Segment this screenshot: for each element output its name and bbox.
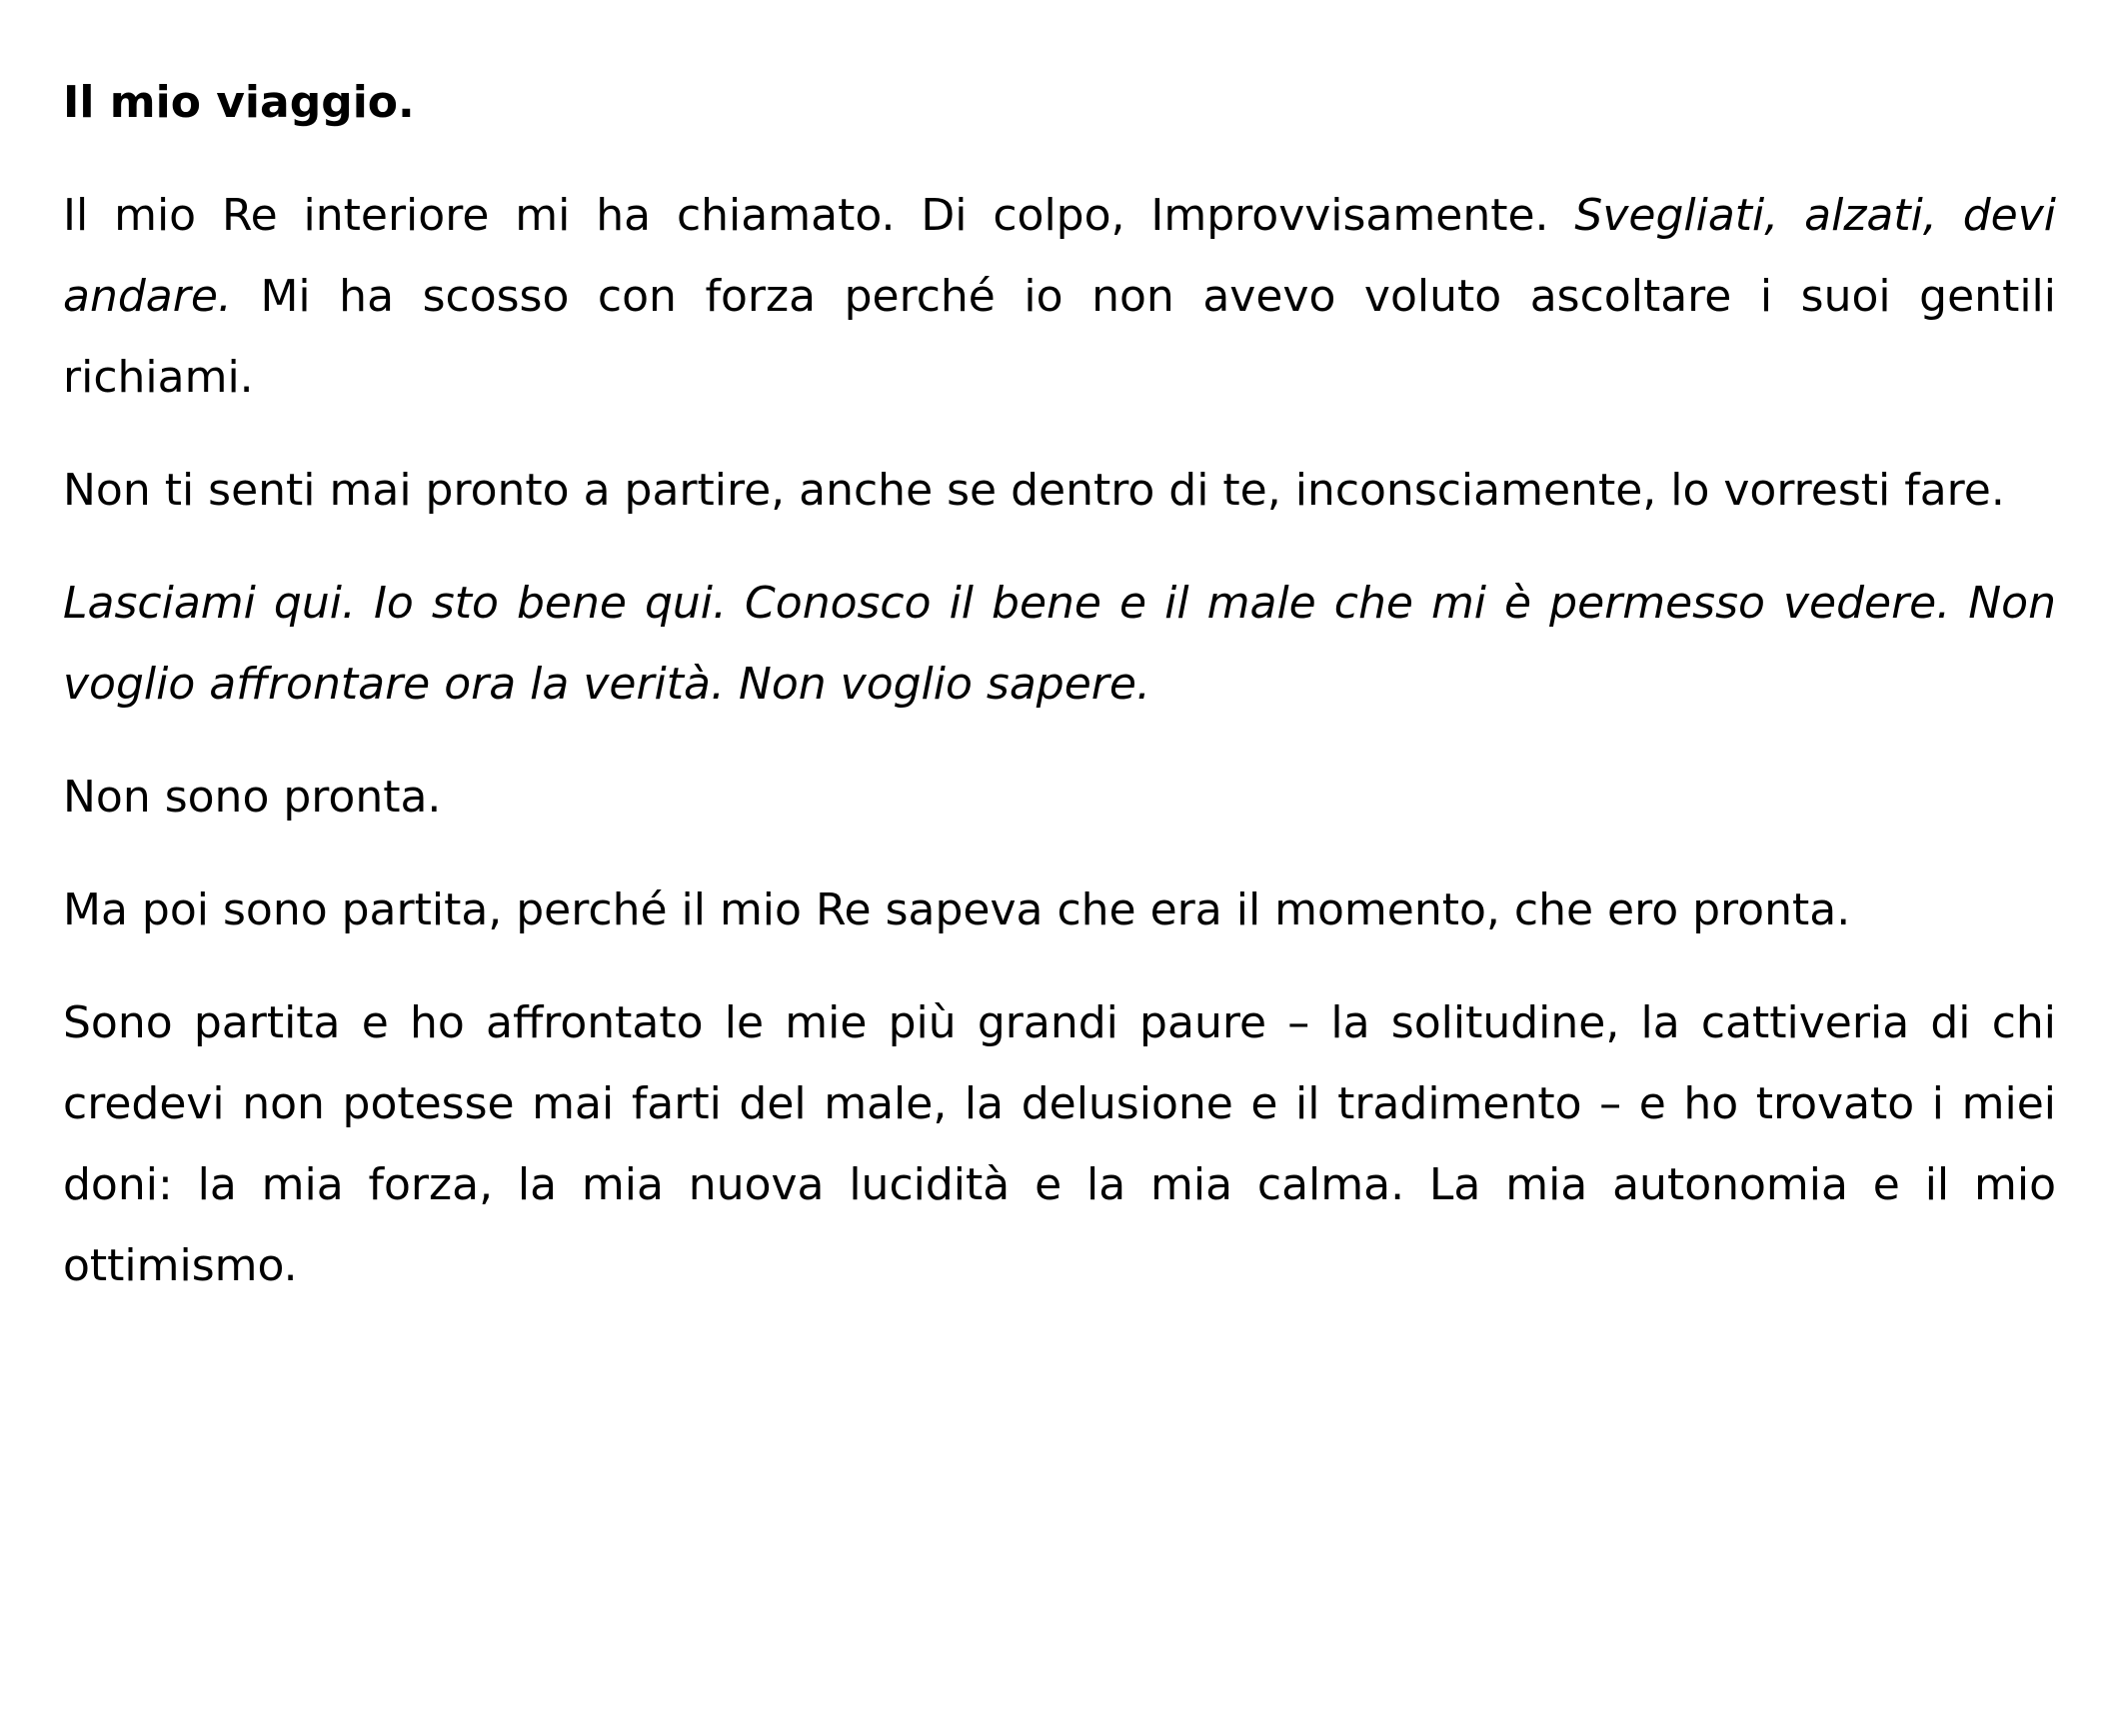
document-page [63,62,2056,1338]
paragraph-1-text-a: Il mio Re interiore mi ha chiamato. Di colpo, Improvvisamente. [63,190,1575,241]
paragraph-2: Non ti senti mai pronto a partire, anche se dentro di te, inconsciamente, lo vorresti fare. [63,465,2005,516]
paragraph-3-italic: Lasciami qui. Io sto bene qui. Conosco il bene e il male che mi è permesso vedere. Non voglio affrontare ora la verità. Non voglio sapere. [63,578,2056,710]
document-title: Il mio viaggio. [63,77,415,128]
paragraph-6: Sono partita e ho affrontato le mie più grandi paure – la solitudine, la cattiveria di chi credevi non potesse mai farti del male, la delusione e il tradimento – e ho trovato i miei doni: la mia forza, la mia nuova lucidità e la mia calma. La mia autonomia e il mio ottimismo. [63,997,2056,1291]
paragraph-5: Ma poi sono partita, perché il mio Re sapeva che era il momento, che ero pronta. [63,884,1851,935]
paragraph-1-text-c: Mi ha scosso con forza perché io non avevo voluto ascoltare i suoi gentili richiami. [63,271,2056,403]
paragraph-1-italic-text: Svegliati, alzati, devi andare. [63,190,2056,322]
paragraph-4: Non sono pronta. [63,772,442,823]
paragraph-1 [63,175,2056,418]
